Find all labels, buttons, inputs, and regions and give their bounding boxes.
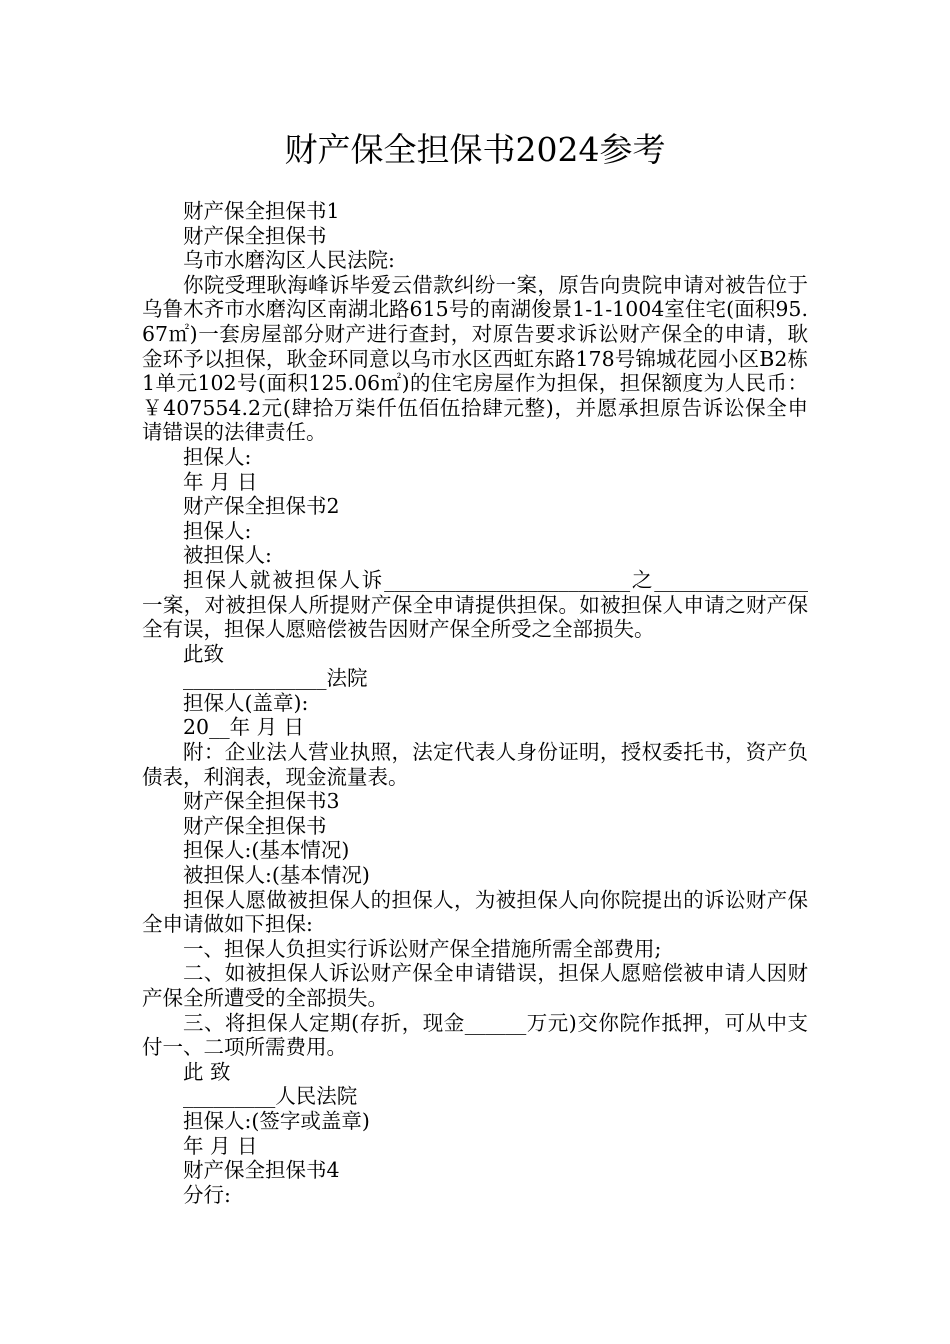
section-heading-3: 财产保全担保书3 (183, 789, 340, 814)
document-body (142, 199, 808, 1207)
guarantor-seal-line: 担保人(盖章): (183, 690, 309, 715)
branch-line: 分行: (183, 1182, 231, 1207)
attachments-paragraph: 附：企业法人营业执照，法定代表人身份证明，授权委托书，资产负债表，利润表，现金流量表。 (142, 740, 808, 789)
clause-item-1: 一、担保人负担实行诉讼财产保全措施所需全部费用; (183, 936, 662, 961)
clause-item-3: 三、将担保人定期(存折，现金______万元)交你院作抵押，可从中支付一、二项所需费用。 (142, 1010, 808, 1060)
court-line: ______________法院 (183, 666, 368, 691)
body-paragraph: 担保人就被担保人诉________________________之_______________一案，对被担保人所提财产保全申请提供担保。如被担保人申请之财产保全有误，担保人愿赔偿被告因财产保全所受之全部损失。 (142, 567, 808, 642)
date-line: 年 月 日 (183, 1133, 258, 1158)
section-heading-4: 财产保全担保书4 (183, 1158, 340, 1183)
body-paragraph: 担保人愿做被担保人的担保人，为被担保人向你院提出的诉讼财产保全申请做如下担保: (142, 887, 808, 937)
guaranteed-party-line: 被担保人:(基本情况) (183, 863, 370, 888)
salutation: 此 致 (183, 1059, 231, 1084)
guarantor-line: 担保人:(基本情况) (183, 838, 350, 863)
date-line: 年 月 日 (183, 469, 258, 494)
guarantor-signature-line: 担保人:(签字或盖章) (183, 1108, 370, 1133)
body-paragraph: 你院受理耿海峰诉毕爱云借款纠纷一案，原告向贵院申请对被告位于乌鲁木齐市水磨沟区南湖北路615号的南湖俊景1-1-1004室住宅(面积95.67㎡)一套房屋部分财产进行查封，对原告要求诉讼财产保全的申请，耿金环予以担保，耿金环同意以乌市水区西虹东路178号锦城花园小区B2栋1单元102号(面积125.06㎡)的住宅房屋作为担保，担保额度为人民币：￥407554.2元(肆拾万柒仟伍佰伍拾肆元整)，并愿承担原告诉讼保全申请错误的法律责任。 (142, 272, 808, 445)
guarantor-line: 担保人: (183, 444, 252, 469)
letter-heading: 财产保全担保书 (183, 813, 327, 838)
court-line: _________人民法院 (183, 1084, 358, 1109)
section-heading-1: 财产保全担保书1 (183, 199, 340, 223)
addressee: 乌市水磨沟区人民法院: (183, 248, 395, 273)
salutation: 此致 (183, 641, 224, 666)
guarantor-line: 担保人: (183, 518, 252, 543)
clause-item-2: 二、如被担保人诉讼财产保全申请错误，担保人愿赔偿被申请人因财产保全所遭受的全部损失。 (142, 961, 808, 1010)
document-title: 财产保全担保书2024参考 (284, 130, 666, 169)
date-line: 20__年 月 日 (183, 715, 305, 740)
section-heading-2: 财产保全担保书2 (183, 494, 340, 519)
letter-heading: 财产保全担保书 (183, 223, 327, 248)
guaranteed-party-line: 被担保人: (183, 543, 272, 568)
